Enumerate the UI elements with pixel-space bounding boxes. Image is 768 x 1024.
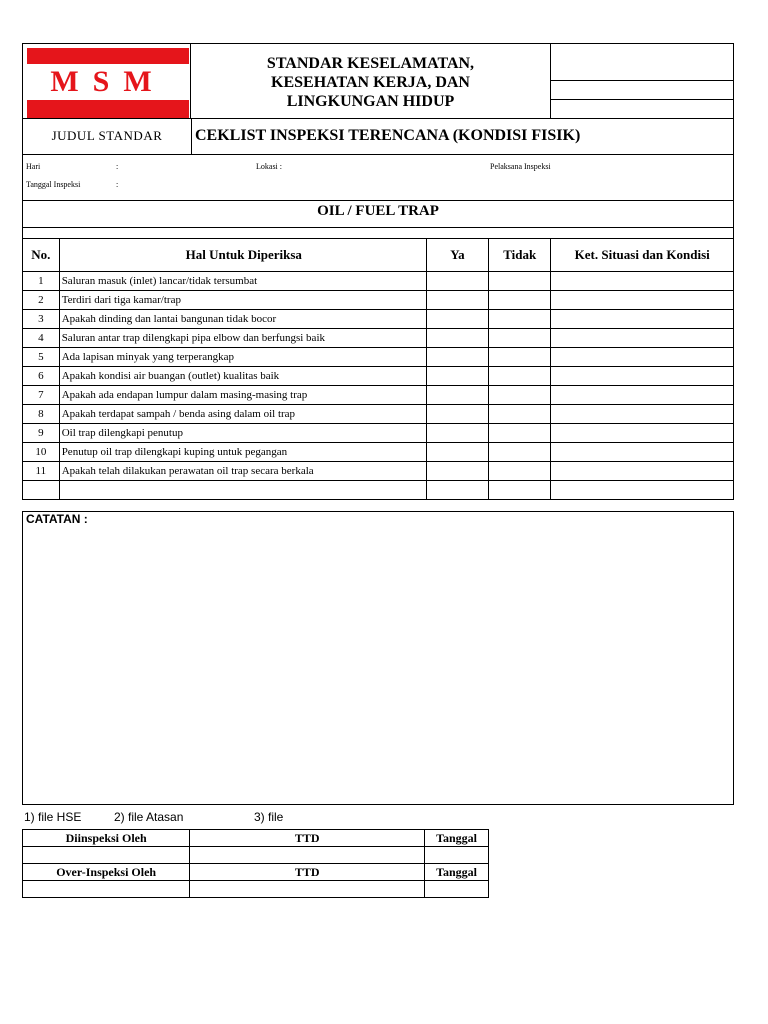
table-row (23, 348, 734, 367)
judul-label: JUDUL STANDAR (23, 119, 192, 154)
judul-row (22, 119, 734, 155)
table-row (23, 443, 734, 462)
row-tidak-cell[interactable] (488, 367, 550, 386)
row-item-text: Apakah telah dilakukan perawatan oil trap secara berkala (59, 462, 426, 481)
tanggal-label: Tanggal Inspeksi (26, 180, 81, 189)
logo-top-bar (27, 48, 189, 64)
row-item-text: Terdiri dari tiga kamar/trap (59, 291, 426, 310)
ttd-field-2[interactable] (190, 881, 425, 898)
row-ya-cell[interactable] (426, 424, 488, 443)
ttd-label-2: TTD (190, 864, 425, 881)
row-ket-cell[interactable] (551, 348, 734, 367)
doc-info-cell-2 (551, 80, 733, 100)
row-ket-cell[interactable] (551, 367, 734, 386)
blank-cell[interactable] (23, 481, 60, 500)
row-tidak-cell[interactable] (488, 329, 550, 348)
tanggal-label-2: Tanggal (425, 864, 489, 881)
header-no: No. (23, 239, 60, 272)
row-number: 2 (23, 291, 60, 310)
doc-info-cell-1 (551, 44, 733, 81)
row-item-text: Oil trap dilengkapi penutup (59, 424, 426, 443)
section-divider (23, 227, 733, 228)
row-ya-cell[interactable] (426, 329, 488, 348)
row-tidak-cell[interactable] (488, 348, 550, 367)
over-inspeksi-label: Over-Inspeksi Oleh (23, 864, 190, 881)
row-ket-cell[interactable] (551, 329, 734, 348)
row-ket-cell[interactable] (551, 310, 734, 329)
row-ket-cell[interactable] (551, 291, 734, 310)
table-row (23, 405, 734, 424)
hari-separator: : (116, 162, 119, 171)
judul-value: CEKLIST INSPEKSI TERENCANA (KONDISI FISIK) (195, 127, 581, 144)
row-item-text: Apakah ada endapan lumpur dalam masing-masing trap (59, 386, 426, 405)
table-row (23, 329, 734, 348)
row-tidak-cell[interactable] (488, 424, 550, 443)
table-row (23, 367, 734, 386)
row-tidak-cell[interactable] (488, 272, 550, 291)
ttd-field-1[interactable] (190, 847, 425, 864)
row-number: 7 (23, 386, 60, 405)
document-header (22, 43, 734, 119)
header-item: Hal Untuk Diperiksa (59, 239, 426, 272)
row-ya-cell[interactable] (426, 310, 488, 329)
row-number: 1 (23, 272, 60, 291)
lokasi-label: Lokasi : (256, 162, 282, 171)
signature-row-1-fields (23, 847, 489, 864)
row-number: 5 (23, 348, 60, 367)
table-row (23, 291, 734, 310)
row-ket-cell[interactable] (551, 405, 734, 424)
row-tidak-cell[interactable] (488, 291, 550, 310)
row-ket-cell[interactable] (551, 272, 734, 291)
row-tidak-cell[interactable] (488, 310, 550, 329)
diinspeksi-label: Diinspeksi Oleh (23, 830, 190, 847)
header-tidak: Tidak (488, 239, 550, 272)
doc-info-cell-3 (551, 99, 733, 118)
notes-box[interactable] (22, 511, 734, 805)
logo-text: MSM (50, 65, 166, 98)
inspection-info (22, 155, 734, 201)
title-line-1: STANDAR KESELAMATAN, (266, 55, 475, 72)
tanggal-label-1: Tanggal (425, 830, 489, 847)
table-row (23, 462, 734, 481)
row-ya-cell[interactable] (426, 462, 488, 481)
row-tidak-cell[interactable] (488, 386, 550, 405)
table-header-row (23, 239, 734, 272)
row-ya-cell[interactable] (426, 291, 488, 310)
row-tidak-cell[interactable] (488, 443, 550, 462)
blank-cell[interactable] (551, 481, 734, 500)
row-tidak-cell[interactable] (488, 462, 550, 481)
table-row (23, 424, 734, 443)
row-number: 10 (23, 443, 60, 462)
row-item-text: Saluran masuk (inlet) lancar/tidak tersumbat (59, 272, 426, 291)
file-atasan: 2) file Atasan (114, 810, 184, 824)
row-item-text: Saluran antar trap dilengkapi pipa elbow dan berfungsi baik (59, 329, 426, 348)
row-item-text: Penutup oil trap dilengkapi kuping untuk pegangan (59, 443, 426, 462)
row-ya-cell[interactable] (426, 367, 488, 386)
row-ya-cell[interactable] (426, 443, 488, 462)
row-item-text: Apakah dinding dan lantai bangunan tidak bocor (59, 310, 426, 329)
tanggal-field-2[interactable] (425, 881, 489, 898)
checklist-table (22, 238, 734, 500)
row-ya-cell[interactable] (426, 272, 488, 291)
diinspeksi-name-field[interactable] (23, 847, 190, 864)
signature-row-1-labels (23, 830, 489, 847)
tanggal-field-1[interactable] (425, 847, 489, 864)
title-line-2: KESEHATAN KERJA, DAN (271, 74, 470, 91)
file-hse: 1) file HSE (24, 810, 82, 824)
row-number: 3 (23, 310, 60, 329)
table-row-blank (23, 481, 734, 500)
logo-bottom-bar (27, 100, 189, 118)
row-number: 9 (23, 424, 60, 443)
signature-row-2-labels (23, 864, 489, 881)
row-ya-cell[interactable] (426, 405, 488, 424)
row-number: 11 (23, 462, 60, 481)
hari-label: Hari (26, 162, 41, 171)
row-ket-cell[interactable] (551, 424, 734, 443)
row-ya-cell[interactable] (426, 386, 488, 405)
table-row (23, 386, 734, 405)
blank-cell[interactable] (59, 481, 426, 500)
row-ket-cell[interactable] (551, 462, 734, 481)
signature-table (22, 829, 489, 898)
pelaksana-label: Pelaksana Inspeksi (490, 162, 551, 171)
row-item-text: Apakah kondisi air buangan (outlet) kualitas baik (59, 367, 426, 386)
signature-row-2-fields (23, 881, 489, 898)
table-row (23, 272, 734, 291)
table-row (23, 310, 734, 329)
blank-cell[interactable] (488, 481, 550, 500)
ttd-label-1: TTD (190, 830, 425, 847)
row-ket-cell[interactable] (551, 443, 734, 462)
standard-title (191, 44, 551, 118)
company-logo (23, 44, 191, 118)
section-title: OIL / FUEL TRAP (317, 203, 439, 219)
row-number: 8 (23, 405, 60, 424)
file-other: 3) file (254, 810, 284, 824)
row-number: 4 (23, 329, 60, 348)
header-ket: Ket. Situasi dan Kondisi (551, 239, 734, 272)
row-ket-cell[interactable] (551, 386, 734, 405)
row-item-text: Ada lapisan minyak yang terperangkap (59, 348, 426, 367)
blank-cell[interactable] (426, 481, 488, 500)
header-ya: Ya (426, 239, 488, 272)
over-inspeksi-name-field[interactable] (23, 881, 190, 898)
tanggal-separator: : (116, 180, 119, 189)
title-line-3: LINGKUNGAN HIDUP (286, 93, 455, 110)
section-row (22, 201, 734, 239)
notes-label: CATATAN : (26, 512, 88, 526)
row-item-text: Apakah terdapat sampah / benda asing dalam oil trap (59, 405, 426, 424)
row-tidak-cell[interactable] (488, 405, 550, 424)
row-number: 6 (23, 367, 60, 386)
row-ya-cell[interactable] (426, 348, 488, 367)
